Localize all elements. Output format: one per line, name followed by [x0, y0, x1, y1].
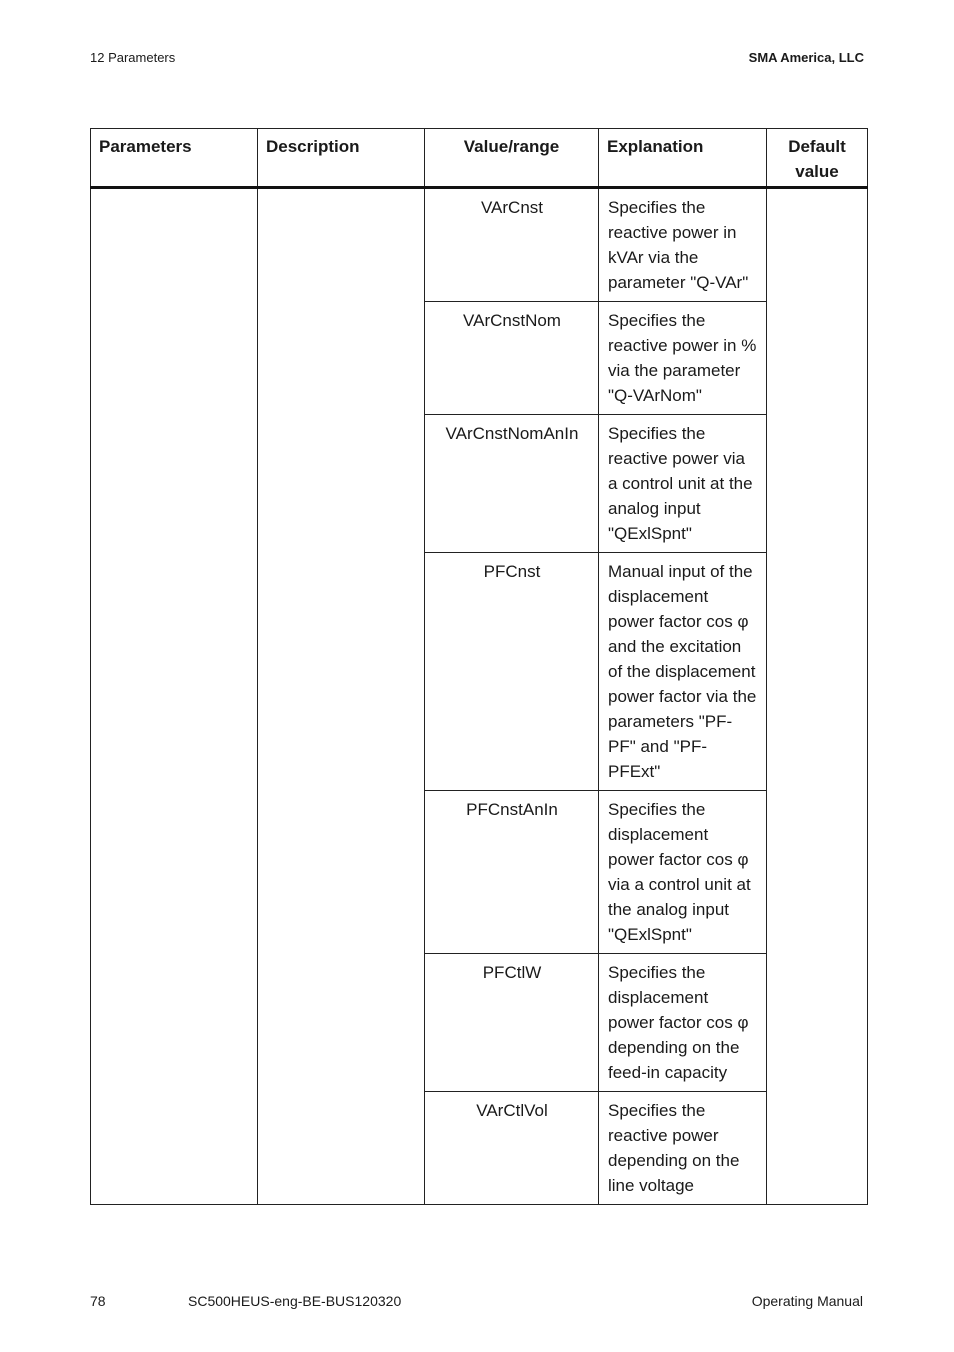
explanation-cell: Specifies the reactive power in % via the parameter "Q-VArNom": [599, 302, 767, 415]
column-header-explanation: Explanation: [599, 129, 767, 188]
footer-document-type: Operating Manual: [751, 1293, 863, 1309]
value-cell: PFCnstAnIn: [425, 791, 599, 954]
footer-document-id: SC500HEUS-eng-BE-BUS120320: [188, 1293, 402, 1309]
description-cell: [258, 188, 425, 1205]
parameters-table: [90, 128, 868, 1205]
value-cell: VArCnst: [425, 188, 599, 302]
column-header-default-value: Default value: [767, 129, 868, 188]
footer-page-number: 78: [90, 1293, 106, 1309]
running-header-section: 12 Parameters: [90, 50, 176, 65]
value-cell: VArCnstNom: [425, 302, 599, 415]
column-header-value-range: Value/range: [425, 129, 599, 188]
parameters-cell: [91, 188, 258, 1205]
value-cell: PFCnst: [425, 553, 599, 791]
explanation-cell: Specifies the displacement power factor cos φ depending on the feed-in capacity: [599, 954, 767, 1092]
value-cell: VArCtlVol: [425, 1092, 599, 1205]
table-row: [91, 188, 868, 302]
explanation-cell: Specifies the displacement power factor cos φ via a control unit at the analog input "QExlSpnt": [599, 791, 767, 954]
explanation-cell: Manual input of the displacement power factor cos φ and the excitation of the displacement power factor via the parameters "PF-PF" and "PF-PFExt": [599, 553, 767, 791]
table-header-row: [91, 129, 868, 188]
explanation-cell: Specifies the reactive power depending on the line voltage: [599, 1092, 767, 1205]
column-header-parameters: Parameters: [91, 129, 258, 188]
explanation-cell: Specifies the reactive power in kVAr via the parameter "Q-VAr": [599, 188, 767, 302]
default-value-cell: [767, 188, 868, 1205]
column-header-description: Description: [258, 129, 425, 188]
value-cell: VArCnstNomAnIn: [425, 415, 599, 553]
explanation-cell: Specifies the reactive power via a control unit at the analog input "QExlSpnt": [599, 415, 767, 553]
running-header-company: SMA America, LLC: [748, 50, 864, 65]
value-cell: PFCtlW: [425, 954, 599, 1092]
